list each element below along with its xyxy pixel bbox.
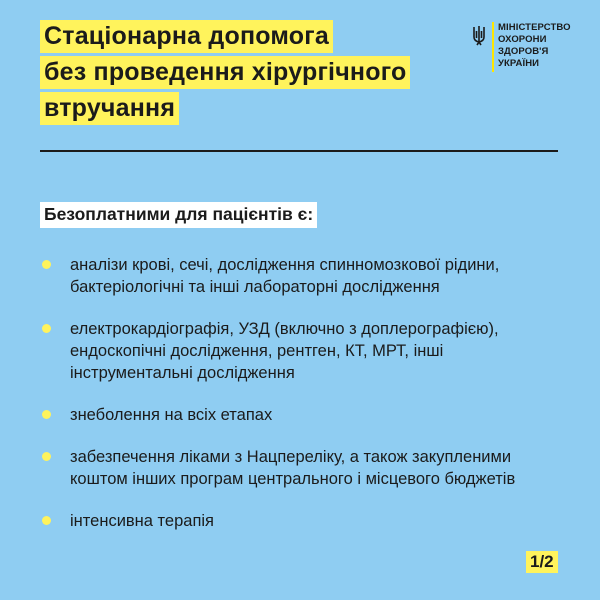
list-item	[40, 318, 560, 384]
logo-text	[498, 22, 571, 70]
benefits-list	[40, 254, 560, 532]
bullet-icon	[42, 516, 51, 525]
list-item-line: знеболення на всіх етапах	[70, 406, 273, 424]
list-item-line: інтенсивна терапія	[70, 512, 214, 530]
list-item	[40, 254, 560, 298]
ministry-logo	[472, 22, 572, 77]
title-line-3: втручання	[40, 92, 179, 125]
bullet-icon	[42, 260, 51, 269]
logo-line-2: ОХОРОНИ	[498, 34, 547, 45]
subtitle: Безоплатними для пацієнтів є:	[40, 202, 317, 228]
logo-line-1: МІНІСТЕРСТВО	[498, 22, 571, 33]
list-item-line: бактеріологічні та інші лабораторні дослідження	[70, 278, 440, 296]
page-indicator: 1/2	[526, 551, 558, 573]
bullet-icon	[42, 452, 51, 461]
divider-rule	[40, 150, 558, 152]
list-item-line: аналізи крові, сечі, дослідження спинномозкової рідини,	[70, 256, 500, 274]
bullet-icon	[42, 324, 51, 333]
list-item-line: інструментальні дослідження	[70, 364, 295, 382]
list-item	[40, 446, 560, 490]
logo-line-4: УКРАЇНИ	[498, 58, 540, 69]
bullet-icon	[42, 410, 51, 419]
logo-line-3: ЗДОРОВ'Я	[498, 46, 549, 57]
trident-icon	[472, 25, 486, 47]
logo-divider	[492, 22, 494, 72]
list-item	[40, 404, 560, 426]
title-line-2: без проведення хірургічного	[40, 56, 410, 89]
page-title	[40, 20, 440, 128]
list-item-line: ендоскопічні дослідження, рентген, КТ, МРТ, інші	[70, 342, 444, 360]
list-item	[40, 510, 560, 532]
title-line-1: Стаціонарна допомога	[40, 20, 333, 53]
list-item-line: коштом інших програм центрального і місцевого бюджетів	[70, 470, 516, 488]
list-item-line: електрокардіографія, УЗД (включно з доплерографією),	[70, 320, 499, 338]
list-item-line: забезпечення ліками з Нацпереліку, а також закупленими	[70, 448, 512, 466]
